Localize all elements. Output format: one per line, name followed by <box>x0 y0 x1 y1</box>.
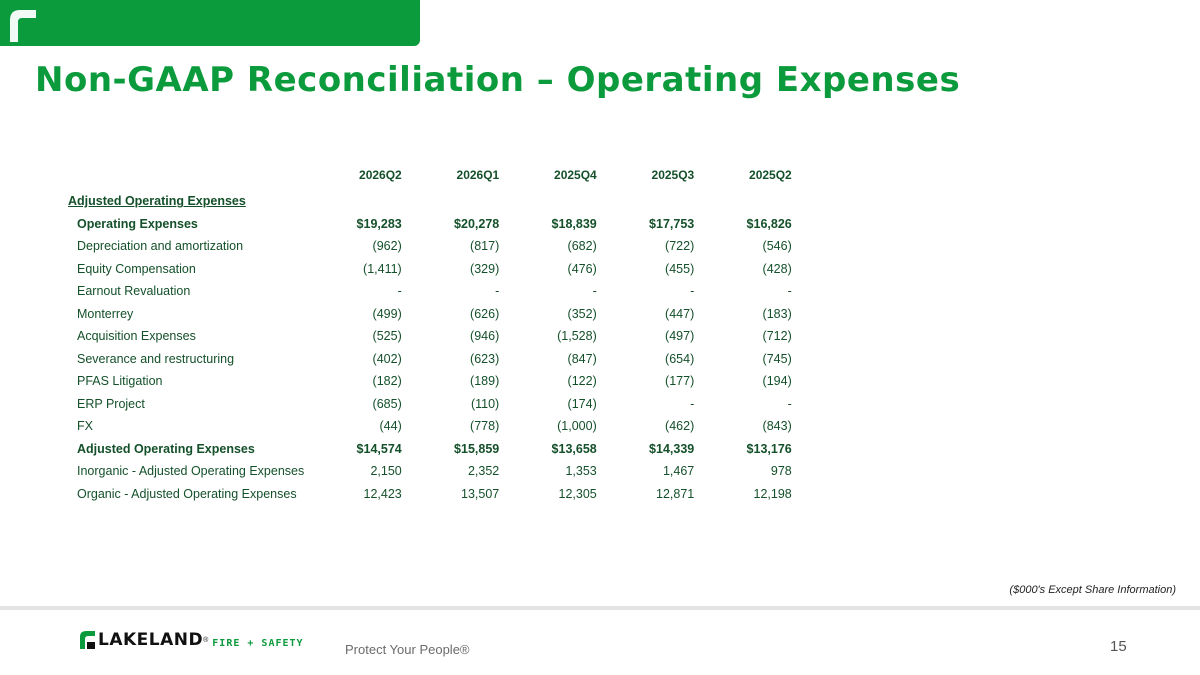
section-row <box>60 190 792 213</box>
logo-subtitle: FIRE + SAFETY <box>212 637 304 649</box>
cell-value: (1,000) <box>557 419 597 434</box>
row-label: Inorganic - Adjusted Operating Expenses <box>77 464 305 479</box>
row-label: Acquisition Expenses <box>77 329 196 344</box>
cell-value: - <box>592 284 597 299</box>
cell-value: (177) <box>665 374 695 389</box>
cell-value: (962) <box>372 239 402 254</box>
cell-value: (189) <box>470 374 500 389</box>
cell-value: (455) <box>665 261 695 276</box>
cell-value: $13,176 <box>746 441 792 456</box>
row-label: Equity Compensation <box>77 261 196 276</box>
cell-value: (546) <box>762 239 792 254</box>
row-label: Earnout Revaluation <box>77 284 191 299</box>
cell-value: 12,423 <box>363 486 402 501</box>
table-row <box>60 438 792 461</box>
cell-value: (44) <box>379 419 402 434</box>
table-row <box>60 393 792 416</box>
section-label: Adjusted Operating Expenses <box>68 194 246 209</box>
cell-value: (329) <box>470 261 500 276</box>
cell-value: (712) <box>762 329 792 344</box>
cell-value: (1,411) <box>363 261 402 276</box>
cell-value: (654) <box>665 351 695 366</box>
cell-value: (745) <box>762 351 792 366</box>
cell-value: 1,353 <box>565 464 597 479</box>
cell-value: (183) <box>762 306 792 321</box>
row-label: Organic - Adjusted Operating Expenses <box>77 486 297 501</box>
cell-value: - <box>495 284 500 299</box>
cell-value: 12,871 <box>656 486 695 501</box>
cell-value: - <box>690 284 695 299</box>
cell-value: (623) <box>470 351 500 366</box>
page-title: Non-GAAP Reconciliation – Operating Expenses <box>35 60 961 100</box>
cell-value: (352) <box>567 306 597 321</box>
cell-value: $19,283 <box>356 216 402 231</box>
cell-value: 13,507 <box>461 486 500 501</box>
table-row <box>60 325 792 348</box>
table-row <box>60 280 792 303</box>
column-header: 2026Q2 <box>359 168 402 182</box>
table-row <box>60 370 792 393</box>
cell-value: 1,467 <box>662 464 695 479</box>
units-note: ($000's Except Share Information) <box>1009 584 1176 596</box>
cell-value: (525) <box>372 329 402 344</box>
cell-value: $16,826 <box>746 216 792 231</box>
table-row <box>60 348 792 371</box>
cell-value: (447) <box>665 306 695 321</box>
cell-value: (778) <box>470 419 500 434</box>
cell-value: (682) <box>567 239 597 254</box>
table-row <box>60 460 792 483</box>
cell-value: (122) <box>567 374 597 389</box>
row-label: FX <box>77 419 93 434</box>
cell-value: $13,658 <box>551 441 597 456</box>
cell-value: 2,150 <box>370 464 402 479</box>
row-label: Adjusted Operating Expenses <box>77 441 255 456</box>
cell-value: - <box>787 396 792 411</box>
cell-value: $14,339 <box>649 441 695 456</box>
row-label: Monterrey <box>77 306 134 321</box>
cell-value: 12,198 <box>753 486 792 501</box>
cell-value: 978 <box>770 464 792 479</box>
cell-value: (497) <box>665 329 695 344</box>
company-logo <box>78 630 304 650</box>
cell-value: (499) <box>372 306 402 321</box>
cell-value: 12,305 <box>558 486 597 501</box>
row-label: Operating Expenses <box>77 216 198 231</box>
reconciliation-table <box>60 160 792 505</box>
table-row <box>60 213 792 236</box>
cell-value: - <box>397 284 402 299</box>
table-row <box>60 303 792 326</box>
leaf-logo-icon <box>78 630 96 650</box>
cell-value: (182) <box>372 374 402 389</box>
cell-value: - <box>690 396 695 411</box>
row-label: ERP Project <box>77 396 145 411</box>
page-number: 15 <box>1110 638 1127 655</box>
column-header: 2025Q2 <box>749 168 792 182</box>
table-row <box>60 415 792 438</box>
column-header: 2026Q1 <box>456 168 500 182</box>
cell-value: (946) <box>470 329 500 344</box>
registered-mark: ® <box>203 636 209 644</box>
cell-value: $14,574 <box>356 441 402 456</box>
header-bar <box>0 0 420 46</box>
cell-value: (462) <box>665 419 695 434</box>
cell-value: (402) <box>372 351 402 366</box>
tagline: Protect Your People® <box>345 642 470 657</box>
column-header: 2025Q4 <box>554 168 597 182</box>
column-header: 2025Q3 <box>651 168 695 182</box>
cell-value: (843) <box>762 419 792 434</box>
cell-value: (428) <box>762 261 792 276</box>
cell-value: $20,278 <box>454 216 500 231</box>
cell-value: $15,859 <box>454 441 500 456</box>
cell-value: (110) <box>470 396 500 411</box>
cell-value: (476) <box>567 261 597 276</box>
cell-value: (174) <box>567 396 597 411</box>
row-label: Depreciation and amortization <box>77 239 244 254</box>
row-label: Severance and restructuring <box>77 351 235 366</box>
footer-divider <box>0 606 1200 610</box>
cell-value: (194) <box>762 374 792 389</box>
cell-value: $18,839 <box>551 216 597 231</box>
table-row <box>60 258 792 281</box>
header-spacer <box>60 160 304 190</box>
cell-value: (847) <box>567 351 597 366</box>
table-header-row <box>60 160 792 190</box>
cell-value: (1,528) <box>557 329 597 344</box>
cell-value: (817) <box>470 239 500 254</box>
cell-value: (685) <box>372 396 402 411</box>
table-row <box>60 483 792 506</box>
cell-value: (626) <box>470 306 500 321</box>
leaf-logo-icon <box>4 6 38 44</box>
logo-wordmark: LAKELAND <box>98 630 204 650</box>
cell-value: 2,352 <box>467 464 500 479</box>
cell-value: - <box>787 284 792 299</box>
cell-value: $17,753 <box>649 216 695 231</box>
row-label: PFAS Litigation <box>77 374 163 389</box>
table-row <box>60 235 792 258</box>
cell-value: (722) <box>665 239 695 254</box>
